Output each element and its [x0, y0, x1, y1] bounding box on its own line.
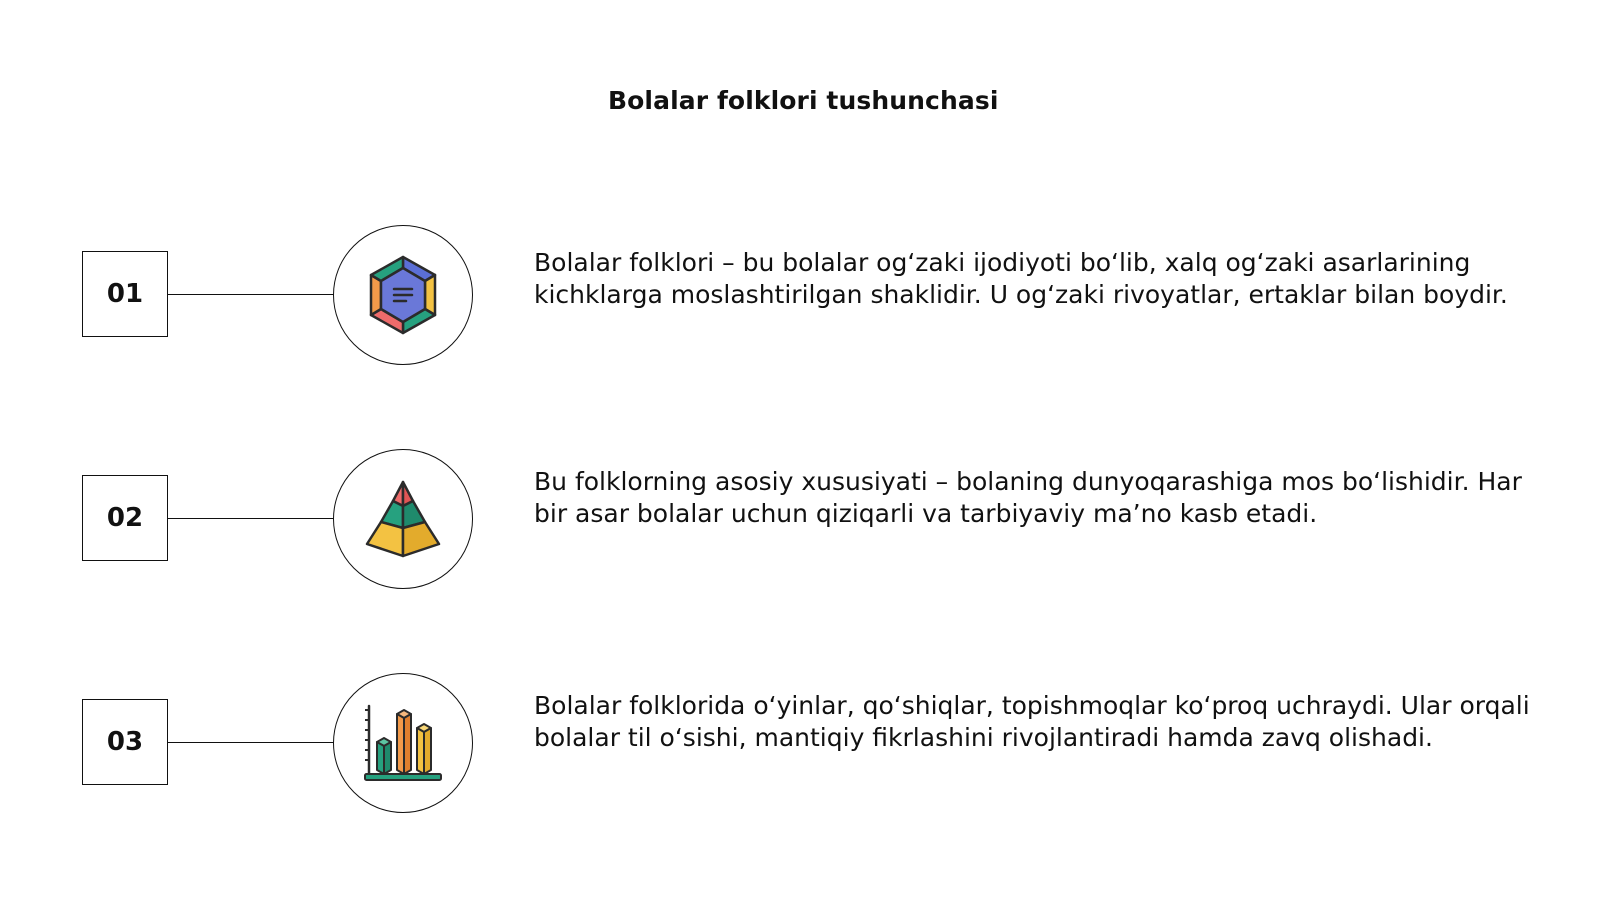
item-number: 02 [106, 503, 144, 533]
icon-circle [333, 673, 473, 813]
connector-line [168, 518, 334, 519]
icon-circle [333, 225, 473, 365]
icon-circle [333, 449, 473, 589]
list-item [0, 220, 1600, 370]
item-number-box [82, 475, 168, 561]
item-text: Bolalar folklorida o‘yinlar, qo‘shiqlar, topishmoqlar ko‘proq uchraydi. Ular orqali bolalar til o‘sishi, mantiqiy fikrlashini rivojlantiradi hamda zavq olishadi. [534, 691, 1530, 752]
item-number-box [82, 251, 168, 337]
item-number: 01 [106, 279, 144, 309]
pyramid-icon [363, 478, 443, 560]
hexagon-document-icon [365, 254, 441, 336]
item-number: 03 [106, 727, 144, 757]
item-text: Bu folklorning asosiy xususiyati – bolaning dunyoqarashiga mos bo‘lishidir. Har bir asar bolalar uchun qiziqarli va tarbiyaviy ma’no kasb etadi. [534, 467, 1522, 528]
list-item [0, 444, 1600, 594]
connector-line [168, 742, 334, 743]
connector-line [168, 294, 334, 295]
item-text: Bolalar folklori – bu bolalar og‘zaki ijodiyoti bo‘lib, xalq og‘zaki asarlarining kichklarga moslashtirilgan shaklidir. U og‘zaki rivoyatlar, ertaklar bilan boydir. [534, 248, 1508, 309]
slide-title: Bolalar folklori tushunchasi [608, 86, 999, 115]
item-number-box [82, 699, 168, 785]
list-item [0, 668, 1600, 818]
bar-chart-icon [361, 702, 445, 784]
